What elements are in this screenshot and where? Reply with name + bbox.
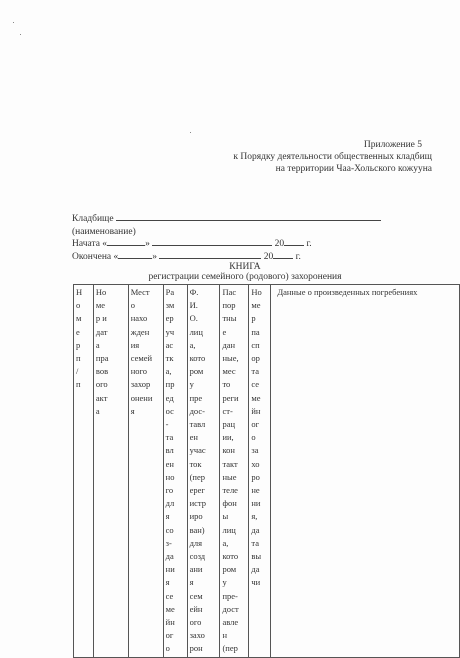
- column-header-text: йн: [251, 405, 261, 416]
- column-header-text: у: [189, 379, 194, 390]
- end-year-field: [273, 249, 293, 259]
- column-header-text: да: [251, 524, 260, 535]
- column-header-text: но: [165, 471, 175, 482]
- column-header-text: ейн: [189, 603, 203, 614]
- column-header-text: ого: [189, 617, 202, 628]
- column-header-text: у: [222, 577, 227, 588]
- column-header-text: ные,: [222, 353, 239, 364]
- column-header-text: семей: [130, 353, 153, 364]
- column-header-text: а,: [189, 339, 196, 350]
- column-location: [128, 285, 163, 658]
- column-header-text: ед: [165, 392, 174, 403]
- column-person-name: [187, 285, 220, 658]
- column-header-text: да: [251, 564, 260, 575]
- column-header-text: о: [251, 432, 256, 443]
- column-header-text: пре-: [222, 590, 238, 601]
- column-header-text: ные: [222, 471, 237, 482]
- column-header-text: е: [76, 326, 80, 337]
- cemetery-name-field: [116, 211, 381, 221]
- column-header-text: Ф.: [189, 287, 199, 297]
- column-header-text: ерег: [189, 485, 205, 496]
- column-header-text: а: [95, 339, 100, 350]
- column-header-text: се: [165, 590, 174, 601]
- start-label: Начата «: [72, 239, 108, 249]
- column-header-text: кото: [222, 551, 239, 562]
- column-header-text: ор: [251, 353, 260, 364]
- column-header-text: п: [76, 379, 81, 390]
- column-header-text: м: [76, 313, 82, 324]
- column-header-text: Ра: [165, 287, 175, 297]
- column-header-text: п: [76, 353, 81, 364]
- column-passport-number: [249, 285, 271, 658]
- column-header-text: И.: [189, 300, 198, 311]
- column-header-text: теле: [222, 485, 238, 496]
- column-header-text: пор: [222, 300, 236, 311]
- column-header-text: па: [251, 326, 260, 337]
- column-header-text: нахо: [130, 313, 148, 324]
- column-header-text: та: [251, 366, 259, 377]
- column-header-text: лиц: [189, 326, 203, 337]
- column-header-text: ос: [165, 405, 174, 416]
- column-header-text: ного: [130, 366, 148, 377]
- column-header-text: авле: [222, 617, 239, 628]
- column-header-text: ни: [251, 498, 261, 509]
- column-header-text: онени: [130, 392, 153, 403]
- appendix-territory: на территории Чаа-Хольского кожууна: [275, 164, 432, 174]
- column-header-text: захор: [130, 379, 151, 390]
- column-header-text: учас: [189, 445, 206, 456]
- column-legal-act: [93, 285, 128, 658]
- column-header-text: ог: [165, 630, 174, 641]
- end-month-field: [159, 249, 261, 259]
- column-header-text: Данные о произведенных погребениях: [277, 287, 418, 297]
- column-header-text: ром: [189, 366, 204, 377]
- column-header-text: го: [165, 485, 174, 496]
- scan-speck: [190, 132, 191, 133]
- end-label: Окончена «: [72, 252, 119, 262]
- book-title: КНИГА: [229, 262, 261, 272]
- appendix-number: Приложение 5: [363, 140, 422, 150]
- column-passport-data: [220, 285, 249, 658]
- column-header-text: Но: [251, 287, 262, 297]
- column-header-text: истр: [189, 498, 206, 509]
- column-header-text: созд: [189, 551, 206, 562]
- column-header-text: ро: [251, 471, 260, 482]
- column-header-text: зм: [165, 300, 175, 311]
- column-header-text: тк: [165, 353, 174, 364]
- column-header-text: акт: [95, 392, 108, 403]
- column-header-text: чи: [251, 577, 261, 588]
- column-header-text: Н: [76, 287, 83, 297]
- column-header-text: /: [76, 366, 79, 377]
- column-header-text: ме: [95, 300, 106, 311]
- end-day-field: [118, 249, 152, 259]
- column-header-text: фон: [222, 498, 237, 509]
- column-header-text: пр: [165, 379, 175, 390]
- column-header-text: рон: [189, 643, 203, 654]
- column-header-text: йн: [165, 617, 175, 628]
- column-header-text: о: [165, 643, 170, 654]
- column-header-text: ме: [165, 603, 175, 614]
- book-subtitle: регистрации семейного (родового) захоронения: [148, 272, 342, 282]
- column-header-text: о: [76, 300, 81, 311]
- column-header-text: ер: [165, 313, 174, 324]
- column-header-text: дост: [222, 603, 239, 614]
- column-header-text: не: [251, 485, 260, 496]
- end-year-prefix: 20: [263, 252, 274, 262]
- column-header-text: а,: [222, 537, 229, 548]
- column-burials: [271, 285, 460, 658]
- column-header-text: ас: [165, 339, 174, 350]
- column-header-text: кон: [222, 445, 235, 456]
- column-header-text: кото: [189, 353, 206, 364]
- column-header-text: за: [251, 445, 259, 456]
- start-year-suffix: г.: [306, 239, 312, 249]
- appendix-reference: к Порядку деятельности общественных кладбищ: [233, 152, 432, 162]
- column-header-text: вы: [251, 551, 262, 562]
- table-row: [74, 285, 460, 658]
- column-header-text: тавл: [189, 419, 206, 430]
- column-header-text: Пас: [222, 287, 237, 297]
- scan-speck: [13, 22, 14, 23]
- column-header-text: ани: [189, 564, 203, 575]
- column-header-text: ме: [251, 392, 261, 403]
- column-header-text: пре: [189, 392, 203, 403]
- column-header-text: тны: [222, 313, 237, 324]
- column-header-text: ен: [189, 432, 198, 443]
- column-record-number: [74, 285, 94, 658]
- column-header-text: я,: [251, 511, 258, 522]
- column-header-text: -: [165, 419, 169, 430]
- column-header-text: иро: [189, 511, 203, 522]
- column-header-text: дос-: [189, 405, 205, 416]
- column-header-text: я: [189, 577, 194, 588]
- column-header-text: вов: [95, 366, 109, 377]
- column-header-text: сп: [251, 339, 260, 350]
- column-header-text: р: [251, 313, 256, 324]
- column-header-text: я: [130, 405, 135, 416]
- column-header-text: та: [165, 432, 174, 443]
- cemetery-name-note: (наименование): [72, 227, 136, 237]
- column-header-text: дл: [165, 498, 175, 509]
- column-header-text: захо: [189, 630, 205, 641]
- start-quote-close: »: [145, 239, 150, 249]
- column-header-text: та: [251, 537, 259, 548]
- column-header-text: уч: [165, 326, 175, 337]
- column-header-text: я: [165, 511, 170, 522]
- end-quote-close: »: [152, 252, 157, 262]
- column-header-text: мес: [222, 366, 236, 377]
- column-header-text: ме: [251, 300, 261, 311]
- column-header-text: се: [251, 379, 260, 390]
- start-month-field: [152, 236, 272, 246]
- column-header-text: О.: [189, 313, 198, 324]
- column-header-text: ст-: [222, 405, 233, 416]
- column-header-text: дат: [95, 326, 108, 337]
- column-header-text: ог: [251, 419, 260, 430]
- scan-speck: [20, 34, 21, 35]
- column-header-text: реги: [222, 392, 239, 403]
- column-header-text: ром: [222, 564, 237, 575]
- column-header-text: такт: [222, 458, 238, 469]
- column-header-text: з-: [165, 537, 172, 548]
- column-header-text: хо: [251, 458, 260, 469]
- column-plot-size: [163, 285, 187, 658]
- column-header-text: р: [76, 339, 81, 350]
- column-header-text: н: [222, 630, 228, 641]
- column-header-text: ия: [130, 339, 140, 350]
- column-header-text: е: [222, 326, 227, 337]
- column-header-text: ток: [189, 458, 202, 469]
- column-header-text: о: [130, 300, 135, 311]
- column-header-text: р и: [95, 313, 107, 324]
- column-header-text: ы: [222, 511, 229, 522]
- column-header-text: а,: [165, 366, 172, 377]
- column-header-text: пра: [95, 353, 109, 364]
- column-header-text: Мест: [130, 287, 150, 297]
- column-header-text: ни: [165, 564, 175, 575]
- column-header-text: сем: [189, 590, 203, 601]
- column-header-text: а: [95, 405, 100, 416]
- start-year-field: [284, 236, 304, 246]
- column-header-text: вл: [165, 445, 174, 456]
- column-header-text: со: [165, 524, 174, 535]
- column-header-text: я: [165, 577, 170, 588]
- column-header-text: лиц: [222, 524, 236, 535]
- registration-table: [73, 284, 460, 658]
- column-header-text: ен: [165, 458, 174, 469]
- column-header-text: дан: [222, 339, 236, 350]
- column-header-text: ого: [95, 379, 108, 390]
- cemetery-label: Кладбище: [72, 214, 114, 224]
- column-header-text: то: [222, 379, 231, 390]
- column-header-text: жден: [130, 326, 150, 337]
- start-year-prefix: 20: [274, 239, 285, 249]
- column-header-text: да: [165, 551, 174, 562]
- column-header-text: (пер: [189, 471, 205, 482]
- column-header-text: рац: [222, 419, 236, 430]
- column-header-text: (пер: [222, 643, 238, 654]
- column-header-text: Но: [95, 287, 107, 297]
- column-header-text: ии,: [222, 432, 234, 443]
- end-year-suffix: г.: [295, 252, 301, 262]
- start-day-field: [107, 236, 145, 246]
- column-header-text: для: [189, 537, 203, 548]
- column-header-text: ван): [189, 524, 205, 535]
